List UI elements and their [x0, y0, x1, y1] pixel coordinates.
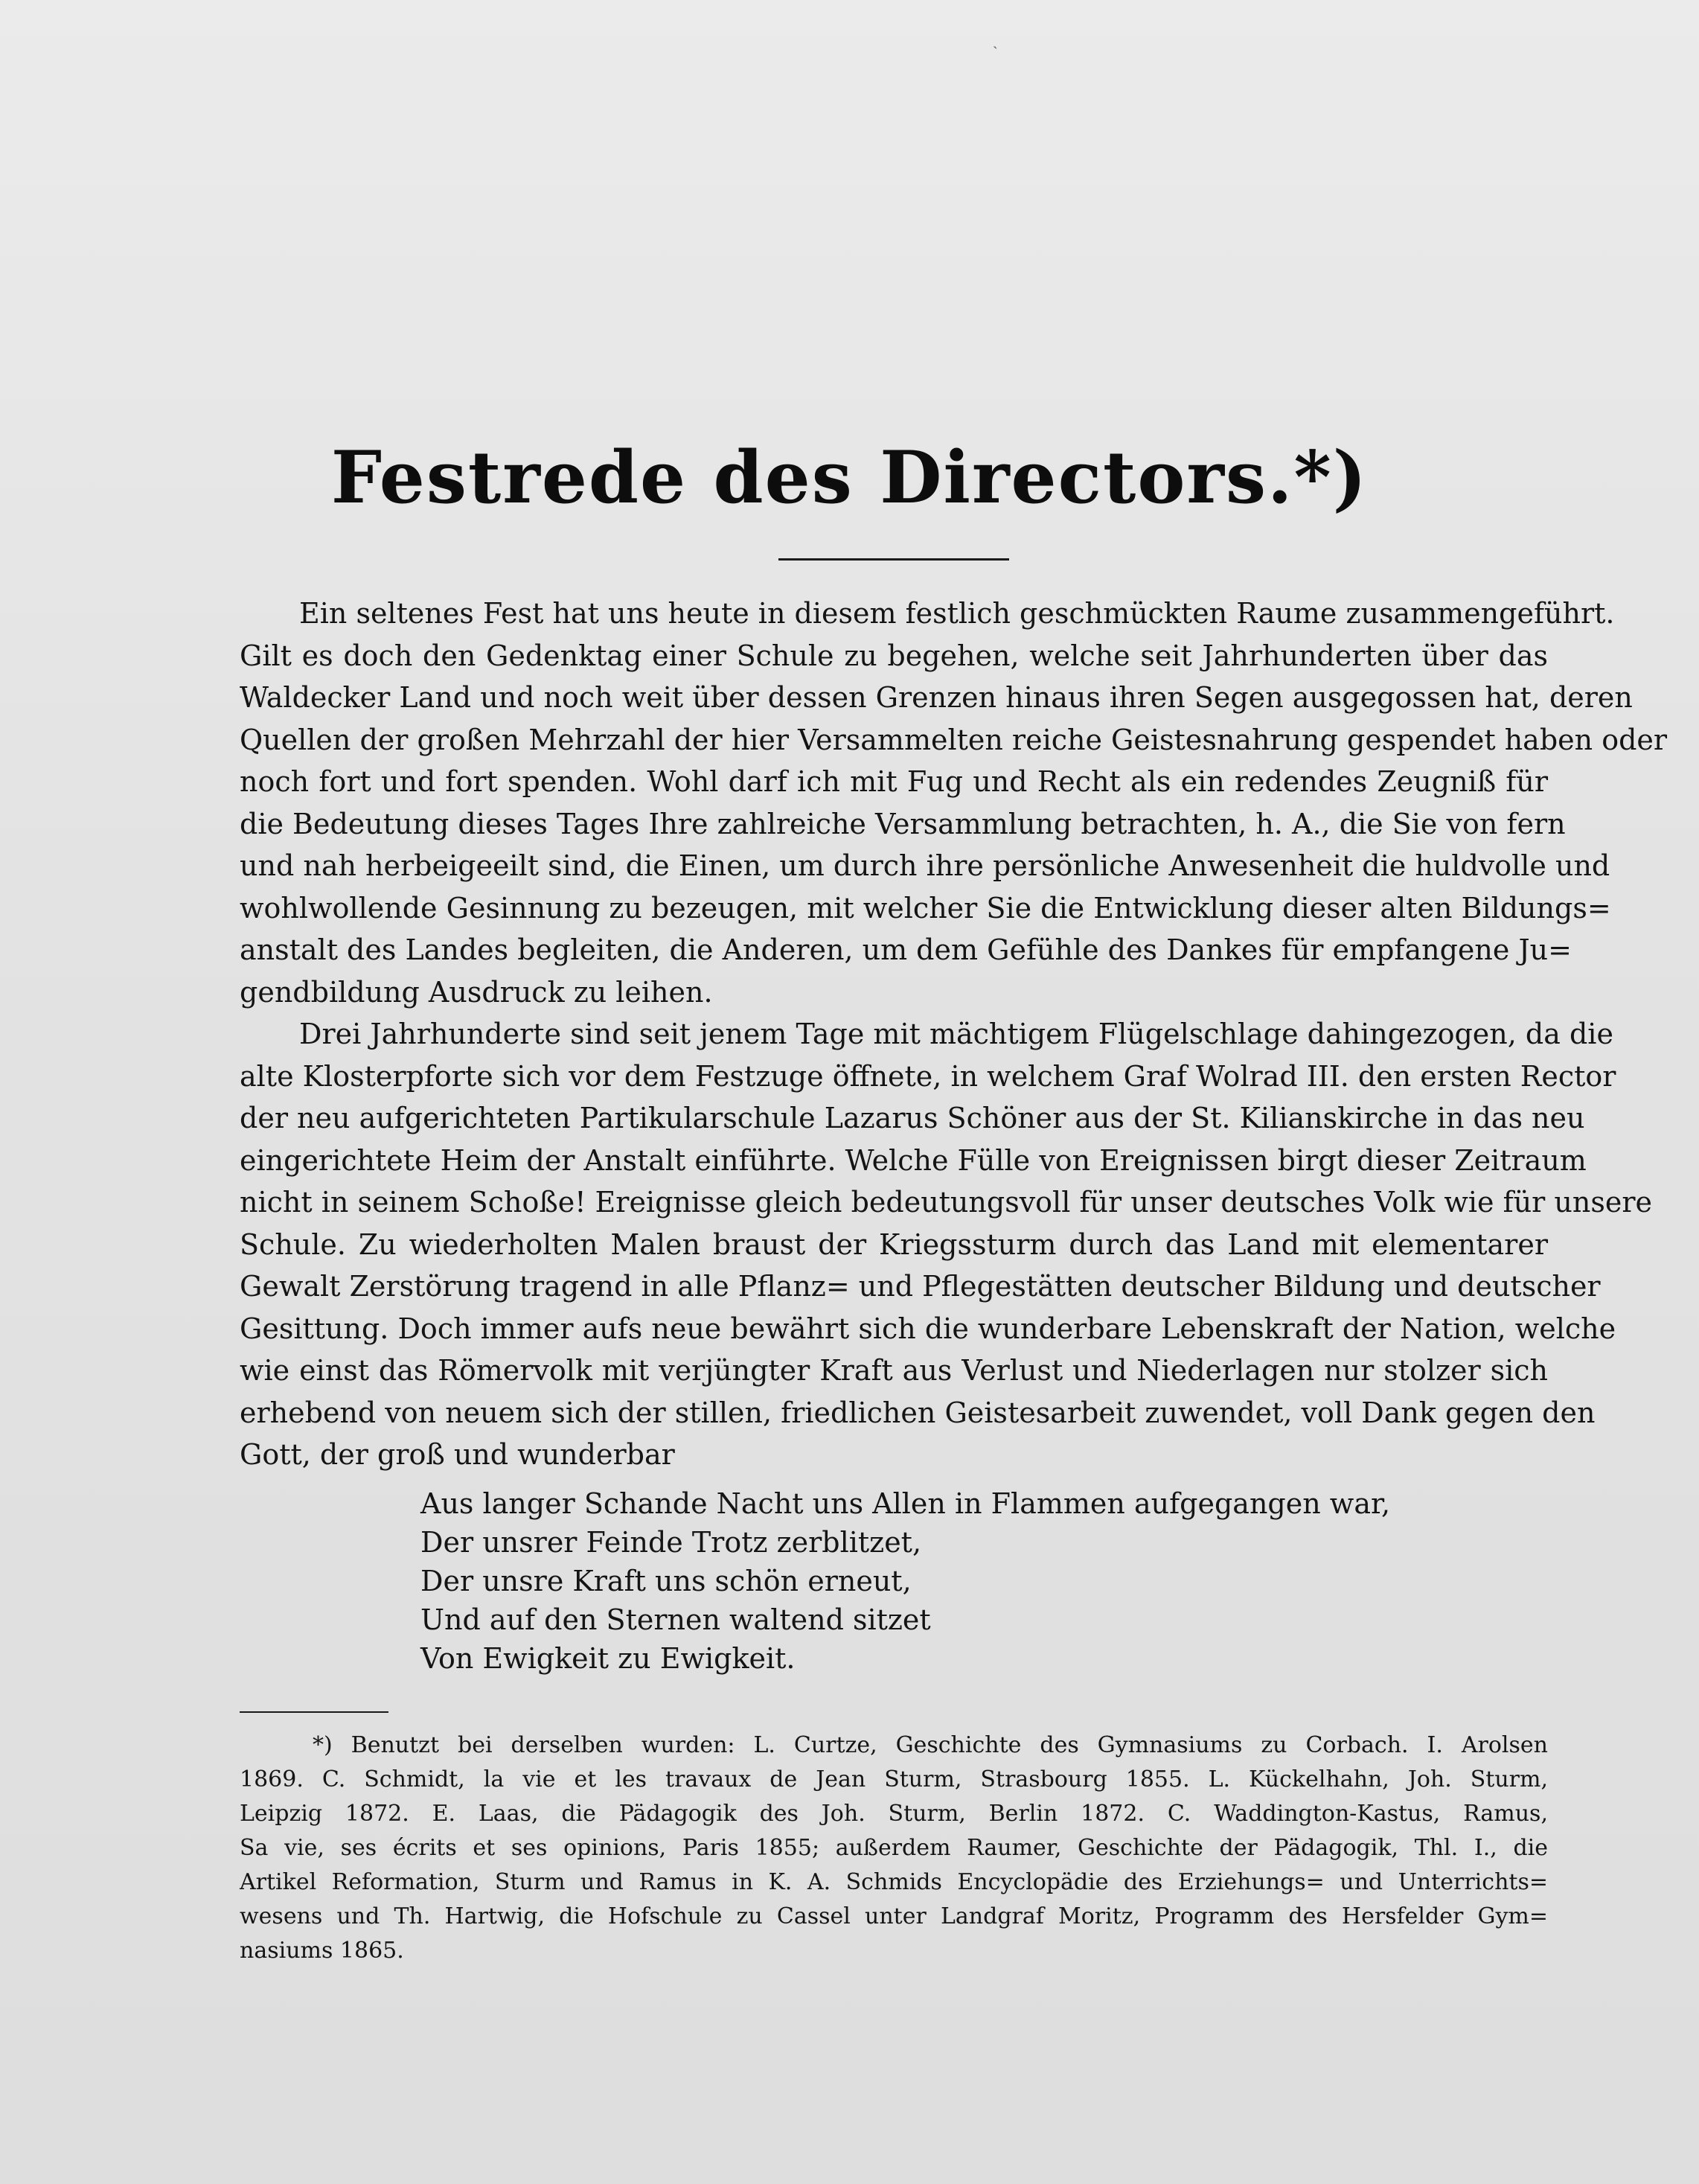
text-line: Schule. Zu wiederholten Malen braust der Kriegssturm durch das Land mit elementarer [240, 1227, 1548, 1261]
poem-line: Der unsre Kraft uns schön erneut, [420, 1565, 912, 1597]
footnote-line: 1869. C. Schmidt, la vie et les travaux de Jean Sturm, Strasbourg 1855. L. Kückelhahn, Joh. Sturm, [240, 1766, 1548, 1792]
body-text [240, 593, 1668, 1476]
footnote-line: wesens und Th. Hartwig, die Hofschule zu Cassel unter Landgraf Moritz, Programm des Hersfelder Gym= [240, 1903, 1548, 1929]
poem-line: Von Ewigkeit zu Ewigkeit. [420, 1642, 796, 1675]
footnote-line: nasiums 1865. [240, 1938, 404, 1964]
text-line: wie einst das Römervolk mit verjüngter Kraft aus Verlust und Niederlagen nur stolzer sich [240, 1354, 1548, 1387]
text-line: Gilt es doch den Gedenktag einer Schule zu begehen, welche seit Jahrhunderten über das [240, 639, 1548, 672]
text-line: Gesittung. Doch immer aufs neue bewährt sich die wunderbare Lebenskraft der Nation, welche [240, 1312, 1616, 1345]
text-line: anstalt des Landes begleiten, die Anderen, um dem Gefühle des Dankes für empfangene Ju= [240, 933, 1572, 966]
footnote-line: Sa vie, ses écrits et ses opinions, Paris 1855; außerdem Raumer, Geschichte der Pädagogik, Thl. I., die [240, 1835, 1548, 1861]
footnote-line: Leipzig 1872. E. Laas, die Pädagogik des Joh. Sturm, Berlin 1872. C. Waddington-Kastus, Ramus, [240, 1801, 1548, 1827]
text-line: Gott, der groß und wunderbar [240, 1438, 675, 1471]
text-line: nicht in seinem Schoße! Ereignisse gleich bedeutungsvoll für unser deutsches Volk wie für unsere [240, 1186, 1652, 1219]
footnote [240, 1728, 1548, 1968]
text-line: Waldecker Land und noch weit über dessen Grenzen hinaus ihren Segen ausgegossen hat, deren [240, 681, 1633, 714]
text-line: Drei Jahrhunderte sind seit jenem Tage mit mächtigem Flügelschlage dahingezogen, da die [299, 1018, 1613, 1050]
text-line: die Bedeutung dieses Tages Ihre zahlreiche Versammlung betrachten, h. A., die Sie von fern [240, 807, 1566, 840]
text-line: Quellen der großen Mehrzahl der hier Versammelten reiche Geistesnahrung gespendet haben oder [240, 723, 1668, 756]
paragraph-1 [240, 593, 1668, 1013]
page-title: Festrede des Directors.*) [330, 435, 1369, 520]
scan-mark: ˎ [993, 31, 998, 49]
text-line: wohlwollende Gesinnung zu bezeugen, mit welcher Sie die Entwicklung dieser alten Bildungs= [240, 891, 1611, 925]
text-line: der neu aufgerichteten Partikularschule Lazarus Schöner aus der St. Kilianskirche in das neu [240, 1102, 1585, 1134]
text-line: alte Klosterpforte sich vor dem Festzuge öffnete, in welchem Graf Wolrad III. den ersten Rector [240, 1059, 1616, 1093]
poem-line: Aus langer Schande Nacht uns Allen in Flammen aufgegangen war, [420, 1487, 1391, 1520]
poem-line: Der unsrer Feinde Trotz zerblitzet, [420, 1526, 922, 1559]
text-line: Ein seltenes Fest hat uns heute in diesem festlich geschmückten Raume zusammengeführt. [299, 597, 1615, 630]
poem-line: Und auf den Sternen waltend sitzet [420, 1603, 931, 1636]
text-line: erhebend von neuem sich der stillen, friedlichen Geistesarbeit zuwendet, voll Dank gegen den [240, 1396, 1596, 1429]
text-line: Gewalt Zerstörung tragend in alle Pflanz= und Pflegestätten deutscher Bildung und deutscher [240, 1270, 1601, 1303]
footnote-line: *) Benutzt bei derselben wurden: L. Curtze, Geschichte des Gymnasiums zu Corbach. I. Arolsen [313, 1732, 1548, 1758]
text-line: eingerichtete Heim der Anstalt einführte. Welche Fülle von Ereignissen birgt dieser Zeitraum [240, 1143, 1587, 1177]
footnote-divider [240, 1711, 388, 1713]
poem-quote [420, 1484, 1390, 1678]
title-divider [778, 558, 1009, 561]
paragraph-2 [240, 1013, 1652, 1476]
text-line: und nah herbeigeeilt sind, die Einen, um durch ihre persönliche Anwesenheit die huldvolle und [240, 849, 1610, 882]
text-line: noch fort und fort spenden. Wohl darf ich mit Fug und Recht als ein redendes Zeugniß für [240, 765, 1548, 798]
footnote-line: Artikel Reformation, Sturm und Ramus in K. A. Schmids Encyclopädie des Erziehungs= und Unterrichts= [240, 1869, 1548, 1895]
text-line: gendbildung Ausdruck zu leihen. [240, 975, 713, 1009]
